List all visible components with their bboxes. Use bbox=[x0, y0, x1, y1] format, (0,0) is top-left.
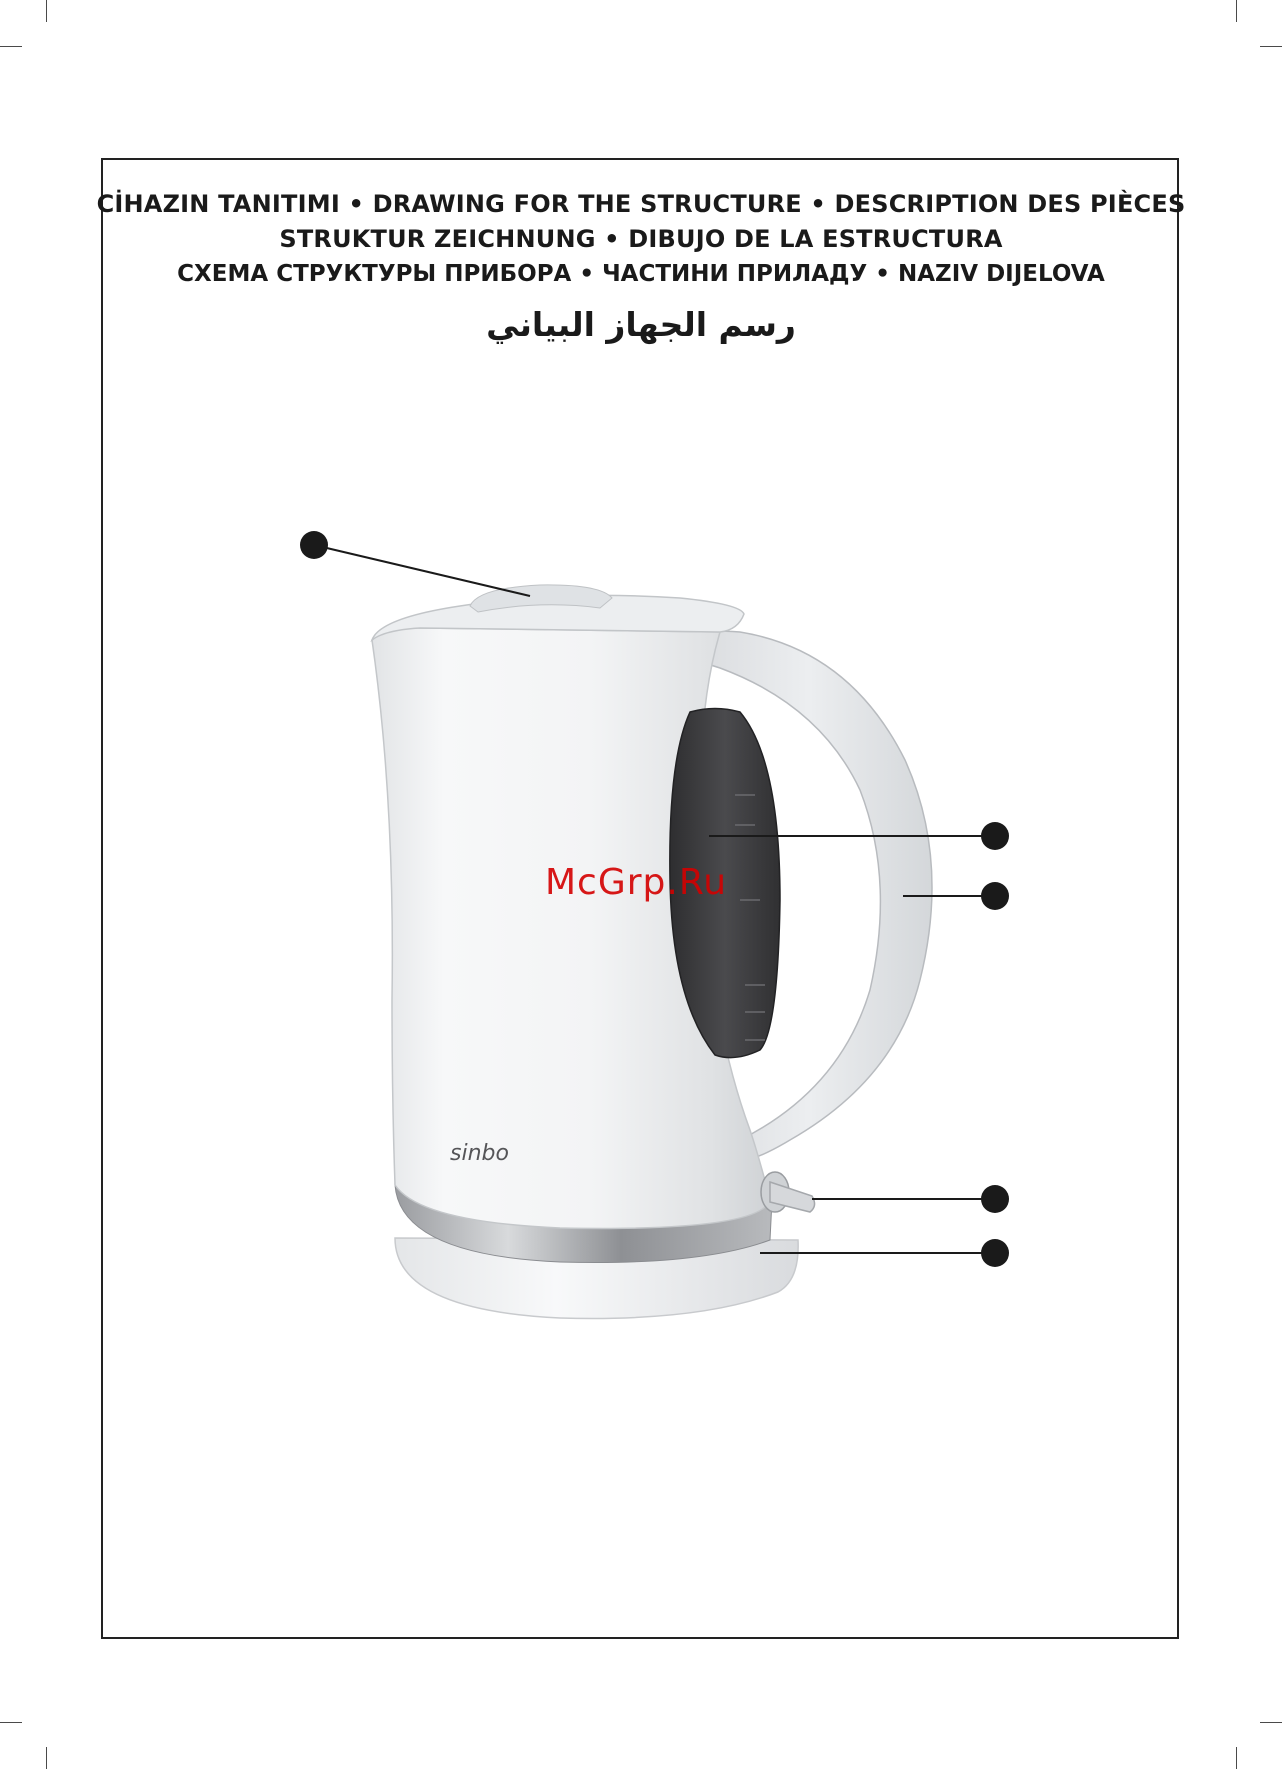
callout-dot-1 bbox=[300, 531, 328, 559]
svg-text:sinbo: sinbo bbox=[450, 1141, 509, 1166]
watermark: McGrp.Ru bbox=[545, 862, 728, 903]
callout-dot-2 bbox=[981, 822, 1009, 850]
title-line-3: СХЕМА СТРУКТУРЫ ПРИБОРА • ЧАСТИНИ ПРИЛАДУ • NAZIV DIJELOVA bbox=[177, 261, 1105, 287]
on-off-switch bbox=[761, 1172, 815, 1212]
callout-line-1 bbox=[314, 545, 530, 596]
title-line-2: STRUKTUR ZEICHNUNG • DIBUJO DE LA ESTRUCTURA bbox=[279, 225, 1003, 253]
title-line-arabic: رسم الجهاز البياني bbox=[486, 305, 796, 344]
sinbo-logo bbox=[450, 1141, 509, 1166]
title-line-1: CİHAZIN TANITIMI • DRAWING FOR THE STRUCTURE • DESCRIPTION DES PIÈCES bbox=[96, 190, 1186, 218]
callout-dot-3 bbox=[981, 882, 1009, 910]
callout-dot-5 bbox=[981, 1239, 1009, 1267]
callout-dot-4 bbox=[981, 1185, 1009, 1213]
